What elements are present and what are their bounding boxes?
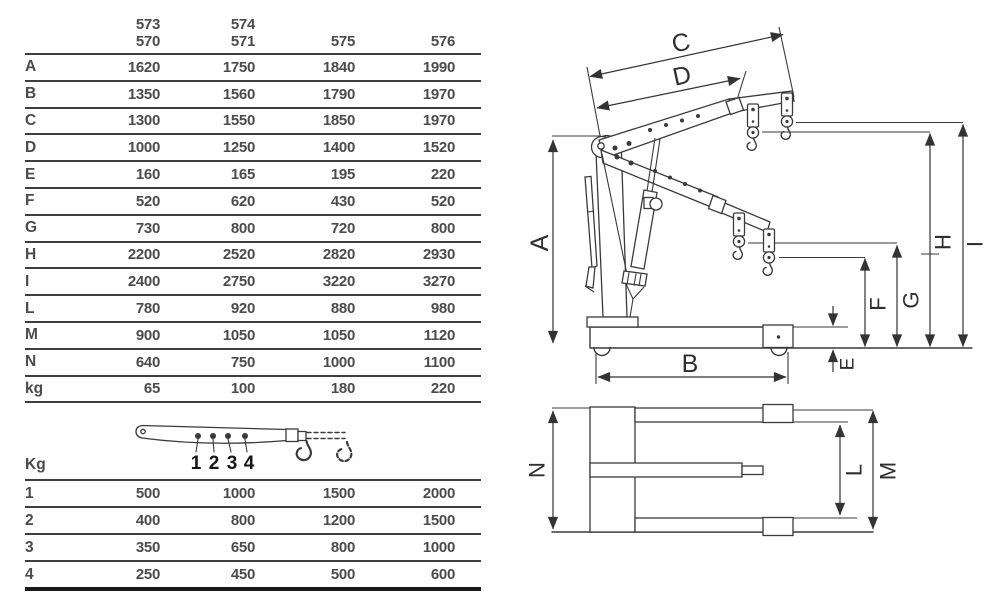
value-cell: 600 bbox=[355, 561, 455, 589]
header-spacer bbox=[25, 4, 100, 54]
boom-tip-top-view bbox=[742, 466, 763, 475]
value-cell: 1400 bbox=[255, 134, 355, 161]
position-label-2: 2 bbox=[208, 453, 220, 472]
value-cell: 1990 bbox=[355, 54, 455, 81]
row-label-cell: L bbox=[25, 295, 100, 322]
crane-technical-drawing bbox=[490, 0, 1000, 611]
value-cell: 1350 bbox=[100, 81, 160, 108]
row-label-cell: 2 bbox=[25, 507, 100, 534]
dim-label-G: G bbox=[898, 291, 924, 309]
value-cell: 400 bbox=[100, 507, 160, 534]
value-cell: 1850 bbox=[255, 108, 355, 135]
filler-cell bbox=[455, 349, 481, 376]
value-cell: 1550 bbox=[160, 108, 255, 135]
value-cell: 2400 bbox=[100, 268, 160, 295]
value-cell: 980 bbox=[355, 295, 455, 322]
value-cell: 65 bbox=[100, 376, 160, 403]
value-cell: 1620 bbox=[100, 54, 160, 81]
row-label-cell: C bbox=[25, 108, 100, 135]
value-cell: 1100 bbox=[355, 349, 455, 376]
filler-cell bbox=[455, 215, 481, 242]
row-label-cell: D bbox=[25, 134, 100, 161]
filler-cell bbox=[455, 295, 481, 322]
hook-assembly bbox=[763, 229, 775, 275]
table-row bbox=[25, 295, 481, 322]
position-label-1: 1 bbox=[190, 453, 202, 472]
value-cell: 1050 bbox=[255, 322, 355, 349]
value-cell: 650 bbox=[160, 534, 255, 561]
value-cell: 620 bbox=[160, 188, 255, 215]
row-label-cell: 3 bbox=[25, 534, 100, 561]
value-cell: 520 bbox=[100, 188, 160, 215]
filler-cell bbox=[455, 480, 481, 507]
value-cell: 920 bbox=[160, 295, 255, 322]
side-view-drawing bbox=[526, 27, 988, 384]
value-cell: 900 bbox=[100, 322, 160, 349]
row-label-cell: M bbox=[25, 322, 100, 349]
model-number: 573 bbox=[135, 16, 160, 33]
row-label-cell: 4 bbox=[25, 561, 100, 589]
front-caster bbox=[763, 405, 793, 423]
front-caster bbox=[763, 518, 793, 536]
capacity-header-row bbox=[25, 450, 481, 480]
row-label-cell: I bbox=[25, 268, 100, 295]
value-cell: 2750 bbox=[160, 268, 255, 295]
row-label-cell: A bbox=[25, 54, 100, 81]
jib-head bbox=[286, 429, 298, 442]
filler-cell bbox=[455, 268, 481, 295]
filler-cell bbox=[455, 561, 481, 589]
value-cell: 800 bbox=[160, 507, 255, 534]
hook-assembly bbox=[747, 104, 759, 150]
value-cell: 750 bbox=[160, 349, 255, 376]
table-row bbox=[25, 161, 481, 188]
value-cell: 1300 bbox=[100, 108, 160, 135]
header-filler bbox=[455, 4, 481, 54]
dim-label-H: H bbox=[930, 234, 956, 250]
value-cell: 800 bbox=[160, 215, 255, 242]
table-row bbox=[25, 108, 481, 135]
position-hole-1 bbox=[195, 433, 201, 439]
value-cell: 640 bbox=[100, 349, 160, 376]
value-cell: 2930 bbox=[355, 242, 455, 269]
value-cell: 1200 bbox=[255, 507, 355, 534]
row-label-cell: N bbox=[25, 349, 100, 376]
position-label-4: 4 bbox=[243, 453, 255, 472]
value-cell: 880 bbox=[255, 295, 355, 322]
filler-cell bbox=[455, 534, 481, 561]
model-col-header-2 bbox=[160, 4, 255, 54]
model-col-header-4 bbox=[355, 4, 455, 54]
value-cell: 500 bbox=[255, 561, 355, 589]
base-frame bbox=[587, 317, 972, 356]
value-cell: 1000 bbox=[100, 134, 160, 161]
cylinder-pin bbox=[650, 198, 662, 210]
table-row bbox=[25, 242, 481, 269]
value-cell: 450 bbox=[160, 561, 255, 589]
pump-handle bbox=[585, 177, 597, 269]
filler-cell bbox=[455, 507, 481, 534]
filler-cell bbox=[455, 54, 481, 81]
model-number: 575 bbox=[330, 32, 355, 50]
table-row bbox=[25, 268, 481, 295]
value-cell: 1560 bbox=[160, 81, 255, 108]
value-cell: 1000 bbox=[255, 349, 355, 376]
pivot-hole bbox=[598, 143, 604, 149]
value-cell: 1250 bbox=[160, 134, 255, 161]
value-cell: 220 bbox=[355, 376, 455, 403]
table-row bbox=[25, 215, 481, 242]
value-cell: 1840 bbox=[255, 54, 355, 81]
value-cell: 800 bbox=[255, 534, 355, 561]
value-cell: 1790 bbox=[255, 81, 355, 108]
value-cell: 520 bbox=[355, 188, 455, 215]
base-leg bbox=[635, 518, 764, 532]
dim-label-L: L bbox=[841, 463, 867, 477]
model-number: 571 bbox=[230, 32, 255, 50]
value-cell: 1970 bbox=[355, 108, 455, 135]
capacity-table bbox=[25, 450, 481, 591]
row-label-cell: F bbox=[25, 188, 100, 215]
row-label-cell: 1 bbox=[25, 480, 100, 507]
value-cell: 720 bbox=[255, 215, 355, 242]
model-col-header-1 bbox=[100, 4, 160, 54]
value-cell: 430 bbox=[255, 188, 355, 215]
filler-cell bbox=[455, 81, 481, 108]
dim-label-B: B bbox=[681, 350, 699, 378]
base-leg bbox=[635, 408, 764, 422]
dim-label-M: M bbox=[875, 461, 901, 481]
model-number: 576 bbox=[430, 32, 455, 50]
filler-cell bbox=[455, 322, 481, 349]
table-row bbox=[25, 81, 481, 108]
value-cell: 1000 bbox=[160, 480, 255, 507]
table-row bbox=[25, 376, 481, 403]
value-cell: 2820 bbox=[255, 242, 355, 269]
value-cell: 1750 bbox=[160, 54, 255, 81]
position-hole-2 bbox=[210, 433, 216, 439]
value-cell: 3220 bbox=[255, 268, 355, 295]
value-cell: 350 bbox=[100, 534, 160, 561]
filler-cell bbox=[455, 242, 481, 269]
dim-label-N: N bbox=[524, 462, 550, 478]
dim-label-A: A bbox=[526, 234, 554, 252]
table-row bbox=[25, 54, 481, 81]
dimensions-table bbox=[25, 4, 481, 403]
table-row bbox=[25, 188, 481, 215]
value-cell: 180 bbox=[255, 376, 355, 403]
value-cell: 220 bbox=[355, 161, 455, 188]
value-cell: 1520 bbox=[355, 134, 455, 161]
value-cell: 800 bbox=[355, 215, 455, 242]
dim-label-D: D bbox=[670, 60, 694, 92]
value-cell: 500 bbox=[100, 480, 160, 507]
dim-label-I: I bbox=[962, 240, 988, 248]
filler-cell bbox=[455, 161, 481, 188]
value-cell: 1120 bbox=[355, 322, 455, 349]
table-row bbox=[25, 134, 481, 161]
value-cell: 2000 bbox=[355, 480, 455, 507]
table-row bbox=[25, 322, 481, 349]
row-label-cell: G bbox=[25, 215, 100, 242]
jib-pivot-hole bbox=[141, 429, 145, 433]
boom-top-view bbox=[590, 463, 742, 477]
value-cell: 250 bbox=[100, 561, 160, 589]
value-cell: 195 bbox=[255, 161, 355, 188]
table-row bbox=[25, 534, 481, 561]
table-row bbox=[25, 507, 481, 534]
row-label-cell: kg bbox=[25, 376, 100, 403]
plan-view-drawing bbox=[525, 405, 901, 536]
row-label-cell: B bbox=[25, 81, 100, 108]
capacity-unit-label: Kg bbox=[25, 450, 481, 480]
model-col-header-3 bbox=[255, 4, 355, 54]
table-row bbox=[25, 561, 481, 589]
position-label-3: 3 bbox=[226, 453, 238, 472]
filler-cell bbox=[455, 108, 481, 135]
row-label-cell: H bbox=[25, 242, 100, 269]
filler-cell bbox=[455, 188, 481, 215]
hook-assembly bbox=[733, 213, 745, 259]
value-cell: 1500 bbox=[355, 507, 455, 534]
filler-cell bbox=[455, 134, 481, 161]
dim-label-C: C bbox=[669, 27, 693, 59]
dim-label-E: E bbox=[837, 357, 859, 371]
value-cell: 2520 bbox=[160, 242, 255, 269]
model-number: 574 bbox=[230, 16, 255, 33]
table-row bbox=[25, 480, 481, 507]
value-cell: 3270 bbox=[355, 268, 455, 295]
caster-wheel bbox=[771, 348, 787, 356]
position-hole-3 bbox=[225, 433, 231, 439]
dim-label-F: F bbox=[865, 297, 891, 311]
table-row bbox=[25, 349, 481, 376]
value-cell: 1500 bbox=[255, 480, 355, 507]
value-cell: 1050 bbox=[160, 322, 255, 349]
value-cell: 780 bbox=[100, 295, 160, 322]
value-cell: 100 bbox=[160, 376, 255, 403]
model-header-row bbox=[25, 4, 481, 54]
value-cell: 160 bbox=[100, 161, 160, 188]
value-cell: 730 bbox=[100, 215, 160, 242]
value-cell: 1000 bbox=[355, 534, 455, 561]
reference-lines bbox=[748, 123, 963, 328]
model-number: 570 bbox=[135, 32, 160, 50]
value-cell: 2200 bbox=[100, 242, 160, 269]
mast-foot-plate bbox=[587, 317, 638, 327]
filler-cell bbox=[455, 376, 481, 403]
value-cell: 165 bbox=[160, 161, 255, 188]
position-hole-4 bbox=[242, 433, 248, 439]
value-cell: 1970 bbox=[355, 81, 455, 108]
row-label-cell: E bbox=[25, 161, 100, 188]
